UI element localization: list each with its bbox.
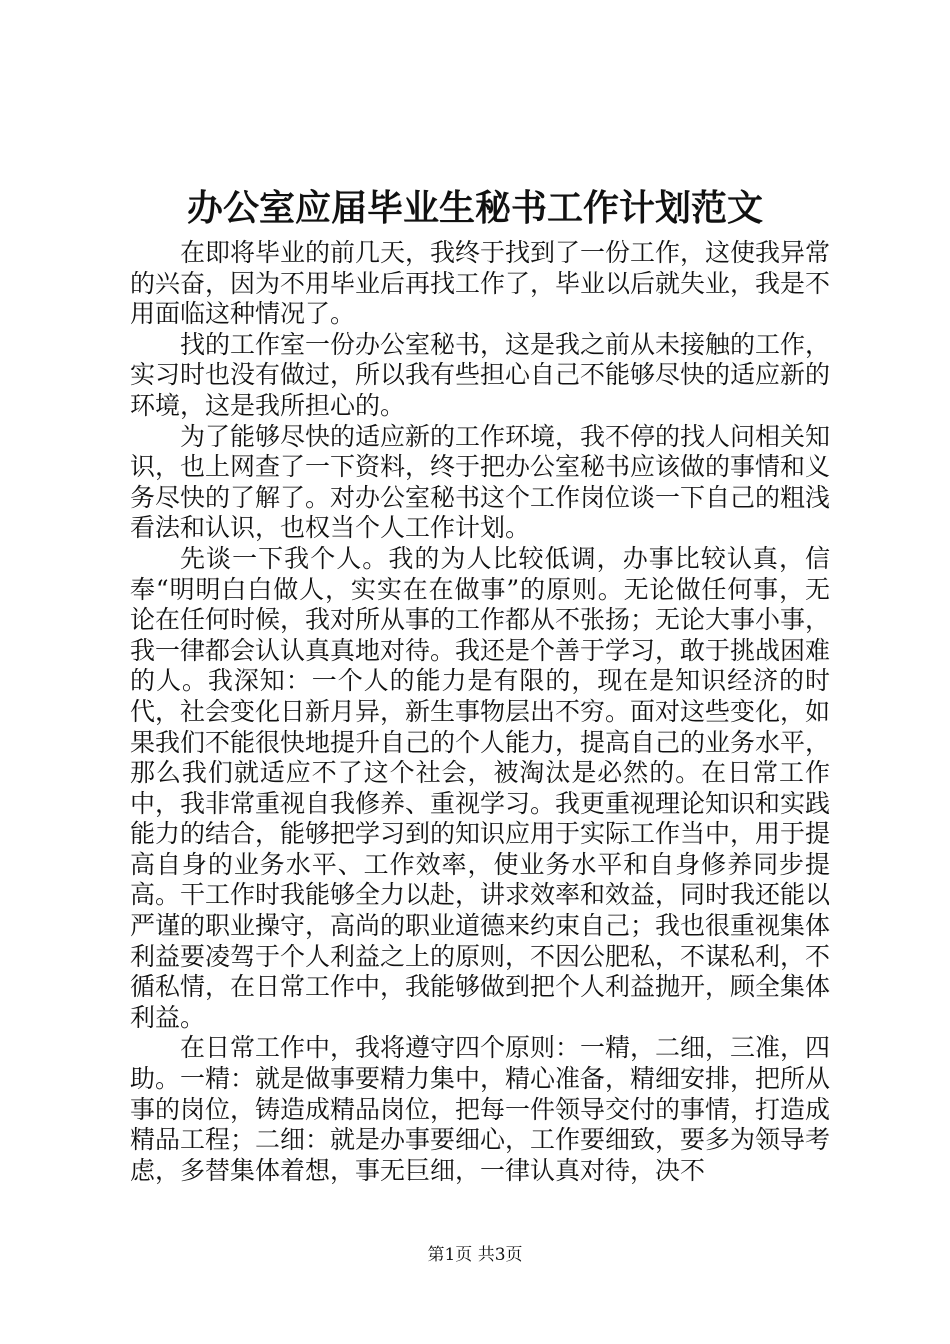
paragraph-4: 先谈一下我个人。我的为人比较低调，办事比较认真，信奉“明明白白做人，实实在在做事”的原则。无论做任何事，无论在任何时候，我对所从事的工作都从不张扬；无论大事小事，我一律都会认认真真地对待。我还是个善于学习，敢于挑战困难的人。我深知：一个人的能力是有限的，现在是知识经济的时代，社会变化日新月异，新生事物层出不穷。面对这些变化，如果我们不能很快地提升自己的个人能力，提高自己的业务水平，那么我们就适应不了这个社会，被淘汰是必然的。在日常工作中，我非常重视自我修养、重视学习。我更重视理论知识和实践能力的结合，能够把学习到的知识应用于实际工作当中，用于提高自身的业务水平、工作效率，使业务水平和自身修养同步提高。干工作时我能够全力以赴，讲求效率和效益，同时我还能以严谨的职业操守，高尚的职业道德来约束自己；我也很重视集体利益要凌驾于个人利益之上的原则，不因公肥私，不谋私利，不循私情，在日常工作中，我能够做到把个人利益抛开，顾全集体利益。 <box>130 543 831 1032</box>
page-footer: 第1页 共3页 <box>427 1245 523 1265</box>
paragraph-5: 在日常工作中，我将遵守四个原则：一精，二细，三准，四助。一精：就是做事要精力集中，精心准备，精细安排，把所从事的岗位，铸造成精品岗位，把每一件领导交付的事情，打造成精品工程；二细：就是办事要细心，工作要细致，要多为领导考虑，多替集体着想，事无巨细，一律认真对待，决不 <box>130 1033 831 1185</box>
paragraph-3: 为了能够尽快的适应新的工作环境，我不停的找人问相关知识，也上网查了一下资料，终于把办公室秘书应该做的事情和义务尽快的了解了。对办公室秘书这个工作岗位谈一下自己的粗浅看法和认识，也权当个人工作计划。 <box>130 421 831 543</box>
document-title: 办公室应届毕业生秘书工作计划范文 <box>186 187 763 229</box>
paragraph-1: 在即将毕业的前几天，我终于找到了一份工作，这使我异常的兴奋，因为不用毕业后再找工作了，毕业以后就失业，我是不用面临这种情况了。 <box>130 238 831 329</box>
paragraph-2: 找的工作室一份办公室秘书，这是我之前从未接触的工作，实习时也没有做过，所以我有些担心自己不能够尽快的适应新的环境，这是我所担心的。 <box>130 329 831 420</box>
document-body <box>130 238 830 1186</box>
